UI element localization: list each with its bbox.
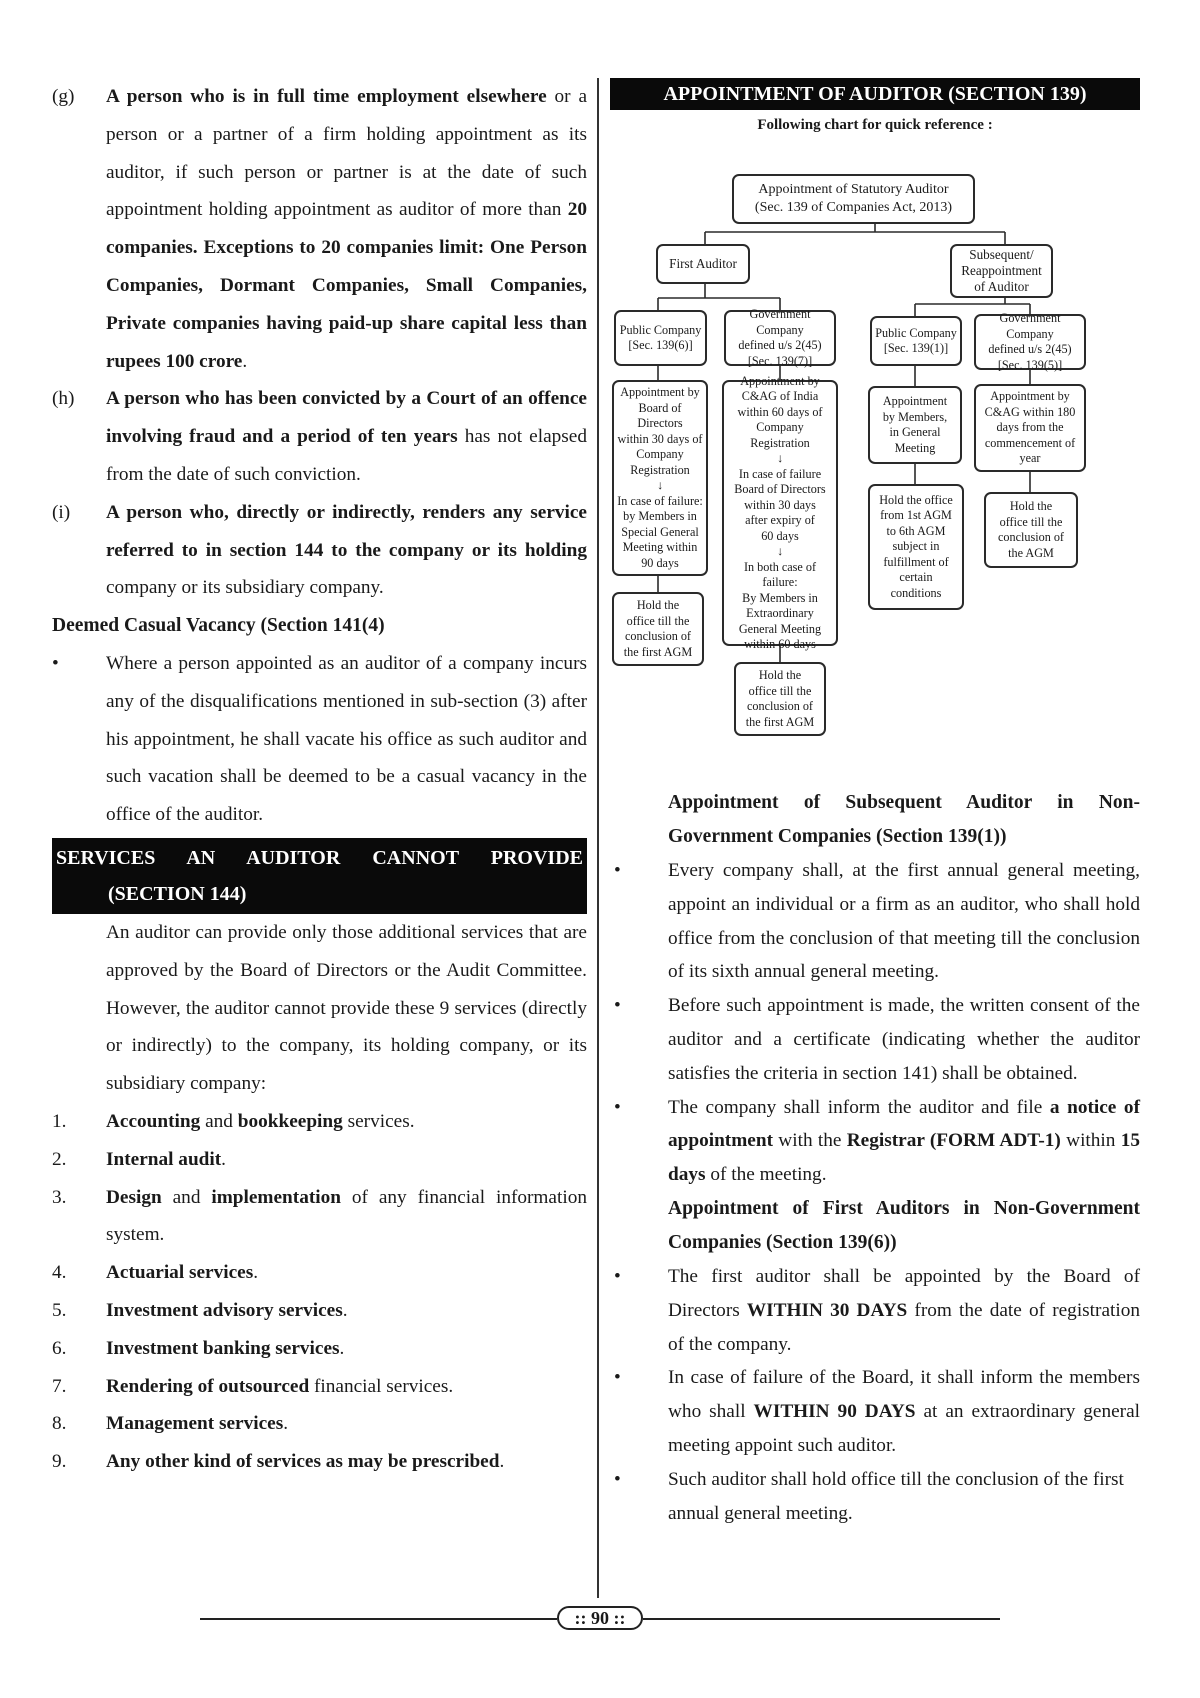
item-marker: (i) [52,501,71,523]
service-text: Investment advisory services. [106,1299,348,1321]
flow-node-subsequent-auditor: Subsequent/ Reappointment of Auditor [950,244,1053,298]
item-i-text: A person who, directly or indirectly, renders any service referred to in section 144 to the company or its holding company or its subsidiary company. [106,501,587,599]
service-number: 3. [52,1186,67,1208]
column-divider [597,78,599,1598]
item-marker: (g) [52,86,75,107]
bullet-marker: • [52,652,59,674]
flow-node-govt-company-first: Government Company defined u/s 2(45) [Sec. 139(7)] [724,310,836,366]
flow-node-public-company-subsequent: Public Company [Sec. 139(1)] [870,316,962,366]
service-text: Actuarial services. [106,1262,259,1284]
service-text: Any other kind of services as may be prescribed. [106,1451,505,1473]
service-number: 7. [52,1375,67,1397]
flow-node-hold-office-2: Hold the office till the conclusion of the first AGM [734,662,826,736]
service-list-item [52,1330,587,1368]
service-text: Design and implementation of any financial information system. [106,1186,587,1246]
bullet-text: The company shall inform the auditor and file a notice of appointment with the Registrar (FORM ADT-1) within 15 days of the meeting. [668,1096,1141,1186]
item-h-text: A person who has been convicted by a Court of an offence involving fraud and a period of ten years has not elapsed from the date of such conviction. [106,388,588,485]
flow-node-hold-office-3: Hold the office from 1st AGM to 6th AGM subject in fulfillment of certain conditions [868,484,964,610]
service-text: Rendering of outsourced financial services. [106,1375,454,1397]
service-text: Accounting and bookkeeping services. [106,1110,415,1132]
bullet-text: Every company shall, at the first annual general meeting, appoint an individual or a firm as an auditor, who shall hold office from the conclusion of that meeting till the conclusion of its sixth annual general meeting. [668,860,1140,983]
service-list-item [52,1443,587,1481]
flow-node-public-company-first: Public Company [Sec. 139(6)] [614,310,707,366]
deemed-bullet-text: Where a person appointed as an auditor of a company incurs any of the disqualifications mentioned in sub-section (3) after his appointment, he shall vacate his office as such auditor and such vacation shall be deemed to be a casual vacancy in the office of the auditor. [106,652,587,826]
flow-node-first-auditor: First Auditor [656,244,750,284]
bullet-item [610,1361,1140,1462]
bullet-marker: • [614,995,621,1017]
list-item-h [52,380,587,493]
flow-node-appointment-members: Appointment by Members, in General Meeting [868,386,962,464]
flow-node-appointment-cag-180: Appointment by C&AG within 180 days from the commencement of year [974,384,1086,472]
service-number: 8. [52,1413,67,1435]
bullet-item [610,1091,1140,1192]
chart-caption: Following chart for quick reference : [757,117,993,133]
service-number: 2. [52,1148,67,1170]
bullet-item [610,989,1140,1090]
subsequent-auditor-heading: Appointment of Subsequent Auditor in Non-Government Companies (Section 139(1)) [668,792,1140,847]
appointment-heading: APPOINTMENT OF AUDITOR (SECTION 139) [610,78,1140,110]
services-list [52,1103,587,1481]
bullet-text: Before such appointment is made, the written consent of the auditor and a certificate (indicating whether the auditor satisfies the criteria in section 141) shall be obtained. [668,995,1140,1084]
list-item-g [52,78,587,380]
service-number: 5. [52,1299,67,1321]
appointment-flowchart [610,114,1140,786]
flow-node-hold-office-4: Hold the office till the conclusion of the AGM [984,492,1078,568]
bullet-marker: • [614,860,621,881]
service-text: Internal audit. [106,1148,226,1170]
list-item-i [52,494,587,607]
service-text: Investment banking services. [106,1337,345,1359]
service-number: 4. [52,1262,67,1284]
services-intro: An auditor can provide only those additional services that are approved by the Board of Directors or the Audit Committee. However, the auditor cannot provide these 9 services (directly or indirectly) to the company, its holding company, or its subsidiary company: [106,921,587,1095]
page-footer [200,1606,1000,1630]
bullet-marker: • [614,1096,621,1118]
footer-rule-left [200,1618,557,1620]
bullet-marker: • [614,1468,621,1490]
right-column [610,78,1140,1530]
deemed-bullet [52,645,587,834]
item-marker: (h) [52,388,75,410]
flow-node-root: Appointment of Statutory Auditor (Sec. 139 of Companies Act, 2013) [732,174,975,224]
footer-rule-right [643,1618,1000,1620]
service-list-item [52,1103,587,1141]
service-list-item [52,1292,587,1330]
service-number: 9. [52,1451,67,1473]
deemed-casual-vacancy-heading: Deemed Casual Vacancy (Section 141(4) [52,615,385,637]
bullet-text: The first auditor shall be appointed by the Board of Directors WITHIN 30 DAYS from the date of registration of the company. [668,1265,1141,1355]
service-list-item [52,1254,587,1292]
bullet-item [610,1463,1140,1531]
left-column [52,78,587,1481]
service-text: Management services. [106,1413,289,1435]
flow-node-appointment-cag-60: Appointment by C&AG of India within 60 days of Company Registration ↓ In case of failure Board of Directors within 30 days after expiry of 60 days ↓ In both case of failure: By Members in Extraordinary General Meeting within 60 days [722,380,838,646]
service-number: 1. [52,1110,67,1132]
bullet-item [610,854,1140,989]
bullet-marker: • [614,1367,621,1389]
flow-node-hold-office-1: Hold the office till the conclusion of the first AGM [612,592,704,666]
flow-node-appointment-board: Appointment by Board of Directors within 30 days of Company Registration ↓ In case of failure: by Members in Special General Meeting within 90 days [612,380,708,576]
service-list-item [52,1368,587,1406]
service-number: 6. [52,1337,67,1359]
item-g-text: A person who is in full time employment elsewhere or a person or a partner of a firm holding appointment as its auditor, if such person or partner is at the date of such appointment holding appointment as auditor of more than 20 companies. Exceptions to 20 companies limit: One Person Companies, Dormant Companies, Small Companies, Private companies having paid-up share capital less than rupees 100 crore. [106,86,587,372]
bullet-text: Such auditor shall hold office till the conclusion of the first annual general meeting. [668,1468,1124,1524]
bullet-marker: • [614,1265,621,1287]
service-list-item [52,1141,587,1179]
flow-node-govt-company-subsequent: Government Company defined u/s 2(45) [Sec. 139(5)] [974,314,1086,370]
service-list-item [52,1405,587,1443]
bullet-item [610,1260,1140,1361]
service-list-item [52,1179,587,1255]
first-auditor-heading: Appointment of First Auditors in Non-Government Companies (Section 139(6)) [668,1197,1140,1253]
bullet-text: In case of failure of the Board, it shall inform the members who shall WITHIN 90 DAYS at an extraordinary general meeting appoint such auditor. [668,1367,1141,1456]
services-heading: SERVICES AN AUDITOR CANNOT PROVIDE (SECTION 144) [52,838,587,914]
page-number: :: 90 :: [557,1606,643,1630]
